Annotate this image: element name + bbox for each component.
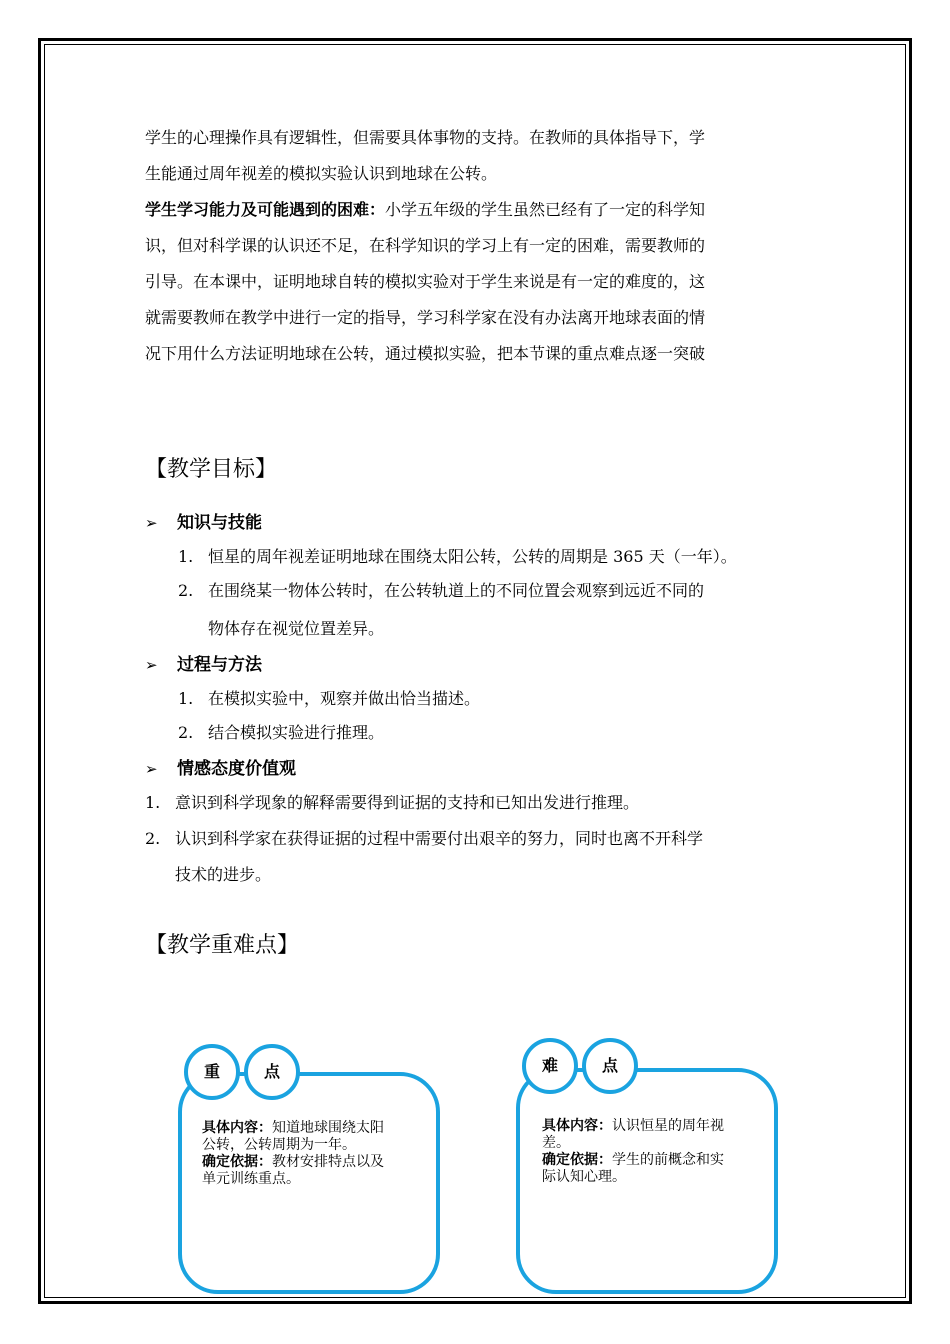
arrow-bullet-icon: ➢ [145, 514, 158, 532]
list-item [178, 578, 704, 601]
paragraph-2-line-4: 就需要教师在教学中进行一定的指导，学习科学家在没有办法离开地球表面的情 [145, 308, 706, 327]
key-point-content-line-2: 公转，公转周期为一年。 [202, 1137, 356, 1153]
difficult-point-char-1: 难 [522, 1038, 578, 1094]
subheading-process [145, 650, 262, 675]
difficult-point-basis-text: 学生的前概念和实 [612, 1152, 724, 1168]
paragraph-2-line-1-rest: 小学五年级的学生虽然已经有了一定的科学知 [385, 200, 706, 219]
list-number: 2. [145, 829, 161, 848]
key-point-basis-line-2: 单元训练重点。 [202, 1171, 300, 1187]
list-text-continuation: 物体存在视觉位置差异。 [208, 619, 385, 638]
subheading-knowledge-label: 知识与技能 [177, 513, 262, 533]
list-item [178, 544, 737, 567]
key-point-char-2: 点 [244, 1044, 300, 1100]
key-point-basis-text: 教材安排特点以及 [272, 1154, 384, 1170]
list-number: 1. [145, 793, 161, 812]
list-text: 在模拟实验中，观察并做出恰当描述。 [208, 689, 481, 708]
list-text: 意识到科学现象的解释需要得到证据的支持和已知出发进行推理。 [175, 793, 640, 812]
arrow-bullet-icon: ➢ [145, 656, 158, 674]
difficult-point-content [542, 1118, 762, 1186]
key-point-content [202, 1120, 422, 1188]
difficult-point-basis-label: 确定依据： [542, 1152, 612, 1168]
paragraph-2-line-5: 况下用什么方法证明地球在公转，通过模拟实验，把本节课的重点难点逐一突破 [145, 344, 706, 363]
list-text-continuation: 技术的进步。 [175, 865, 272, 884]
difficulty-lead: 学生学习能力及可能遇到的困难： [145, 200, 386, 219]
key-point-content-text: 知道地球围绕太阳 [272, 1120, 384, 1136]
key-point-basis-line-1 [202, 1154, 422, 1171]
list-number: 1. [178, 547, 194, 566]
subheading-process-label: 过程与方法 [177, 655, 262, 675]
list-item [178, 720, 384, 743]
list-number: 2. [178, 723, 194, 742]
paragraph-1-line-2: 生能通过周年视差的模拟实验认识到地球在公转。 [145, 164, 498, 183]
key-point-char-1: 重 [184, 1044, 240, 1100]
difficult-point-basis-line-1 [542, 1152, 762, 1169]
paragraph-2-line-2: 识，但对科学课的认识还不足，在科学知识的学习上有一定的困难，需要教师的 [145, 236, 706, 255]
section-title-goals: 【教学目标】 [145, 457, 278, 482]
difficult-point-content-line-1 [542, 1118, 762, 1135]
paragraph-2-line-1 [145, 192, 807, 228]
difficult-point-content-label: 具体内容： [542, 1118, 612, 1134]
subheading-emotion [145, 754, 296, 779]
subheading-knowledge [145, 508, 262, 533]
list-number: 1. [178, 689, 194, 708]
key-point-content-line-1 [202, 1120, 422, 1137]
key-point-content-label: 具体内容： [202, 1120, 272, 1136]
list-number: 2. [178, 581, 194, 600]
list-text: 在围绕某一物体公转时，在公转轨道上的不同位置会观察到远近不同的 [208, 581, 705, 600]
section-title-keypoints: 【教学重难点】 [145, 933, 300, 958]
difficult-point-content-text: 认识恒星的周年视 [612, 1118, 724, 1134]
list-text: 认识到科学家在获得证据的过程中需要付出艰辛的努力，同时也离不开科学 [175, 829, 704, 848]
paragraph-2-line-3: 引导。在本课中，证明地球自转的模拟实验对于学生来说是有一定的难度的，这 [145, 272, 706, 291]
paragraph-1-line-1: 学生的心理操作具有逻辑性，但需要具体事物的支持。在教师的具体指导下，学 [145, 128, 706, 147]
arrow-bullet-icon: ➢ [145, 760, 158, 778]
key-point-basis-label: 确定依据： [202, 1154, 272, 1170]
list-item [145, 790, 639, 813]
difficult-point-content-line-2: 差。 [542, 1135, 570, 1151]
difficult-point-char-2: 点 [582, 1038, 638, 1094]
list-item [145, 826, 703, 849]
list-text: 结合模拟实验进行推理。 [208, 723, 385, 742]
difficult-point-basis-line-2: 际认知心理。 [542, 1169, 626, 1185]
list-text: 恒星的周年视差证明地球在围绕太阳公转，公转的周期是 365 天（一年）。 [208, 547, 737, 566]
list-item [178, 686, 480, 709]
subheading-emotion-label: 情感态度价值观 [177, 759, 296, 779]
